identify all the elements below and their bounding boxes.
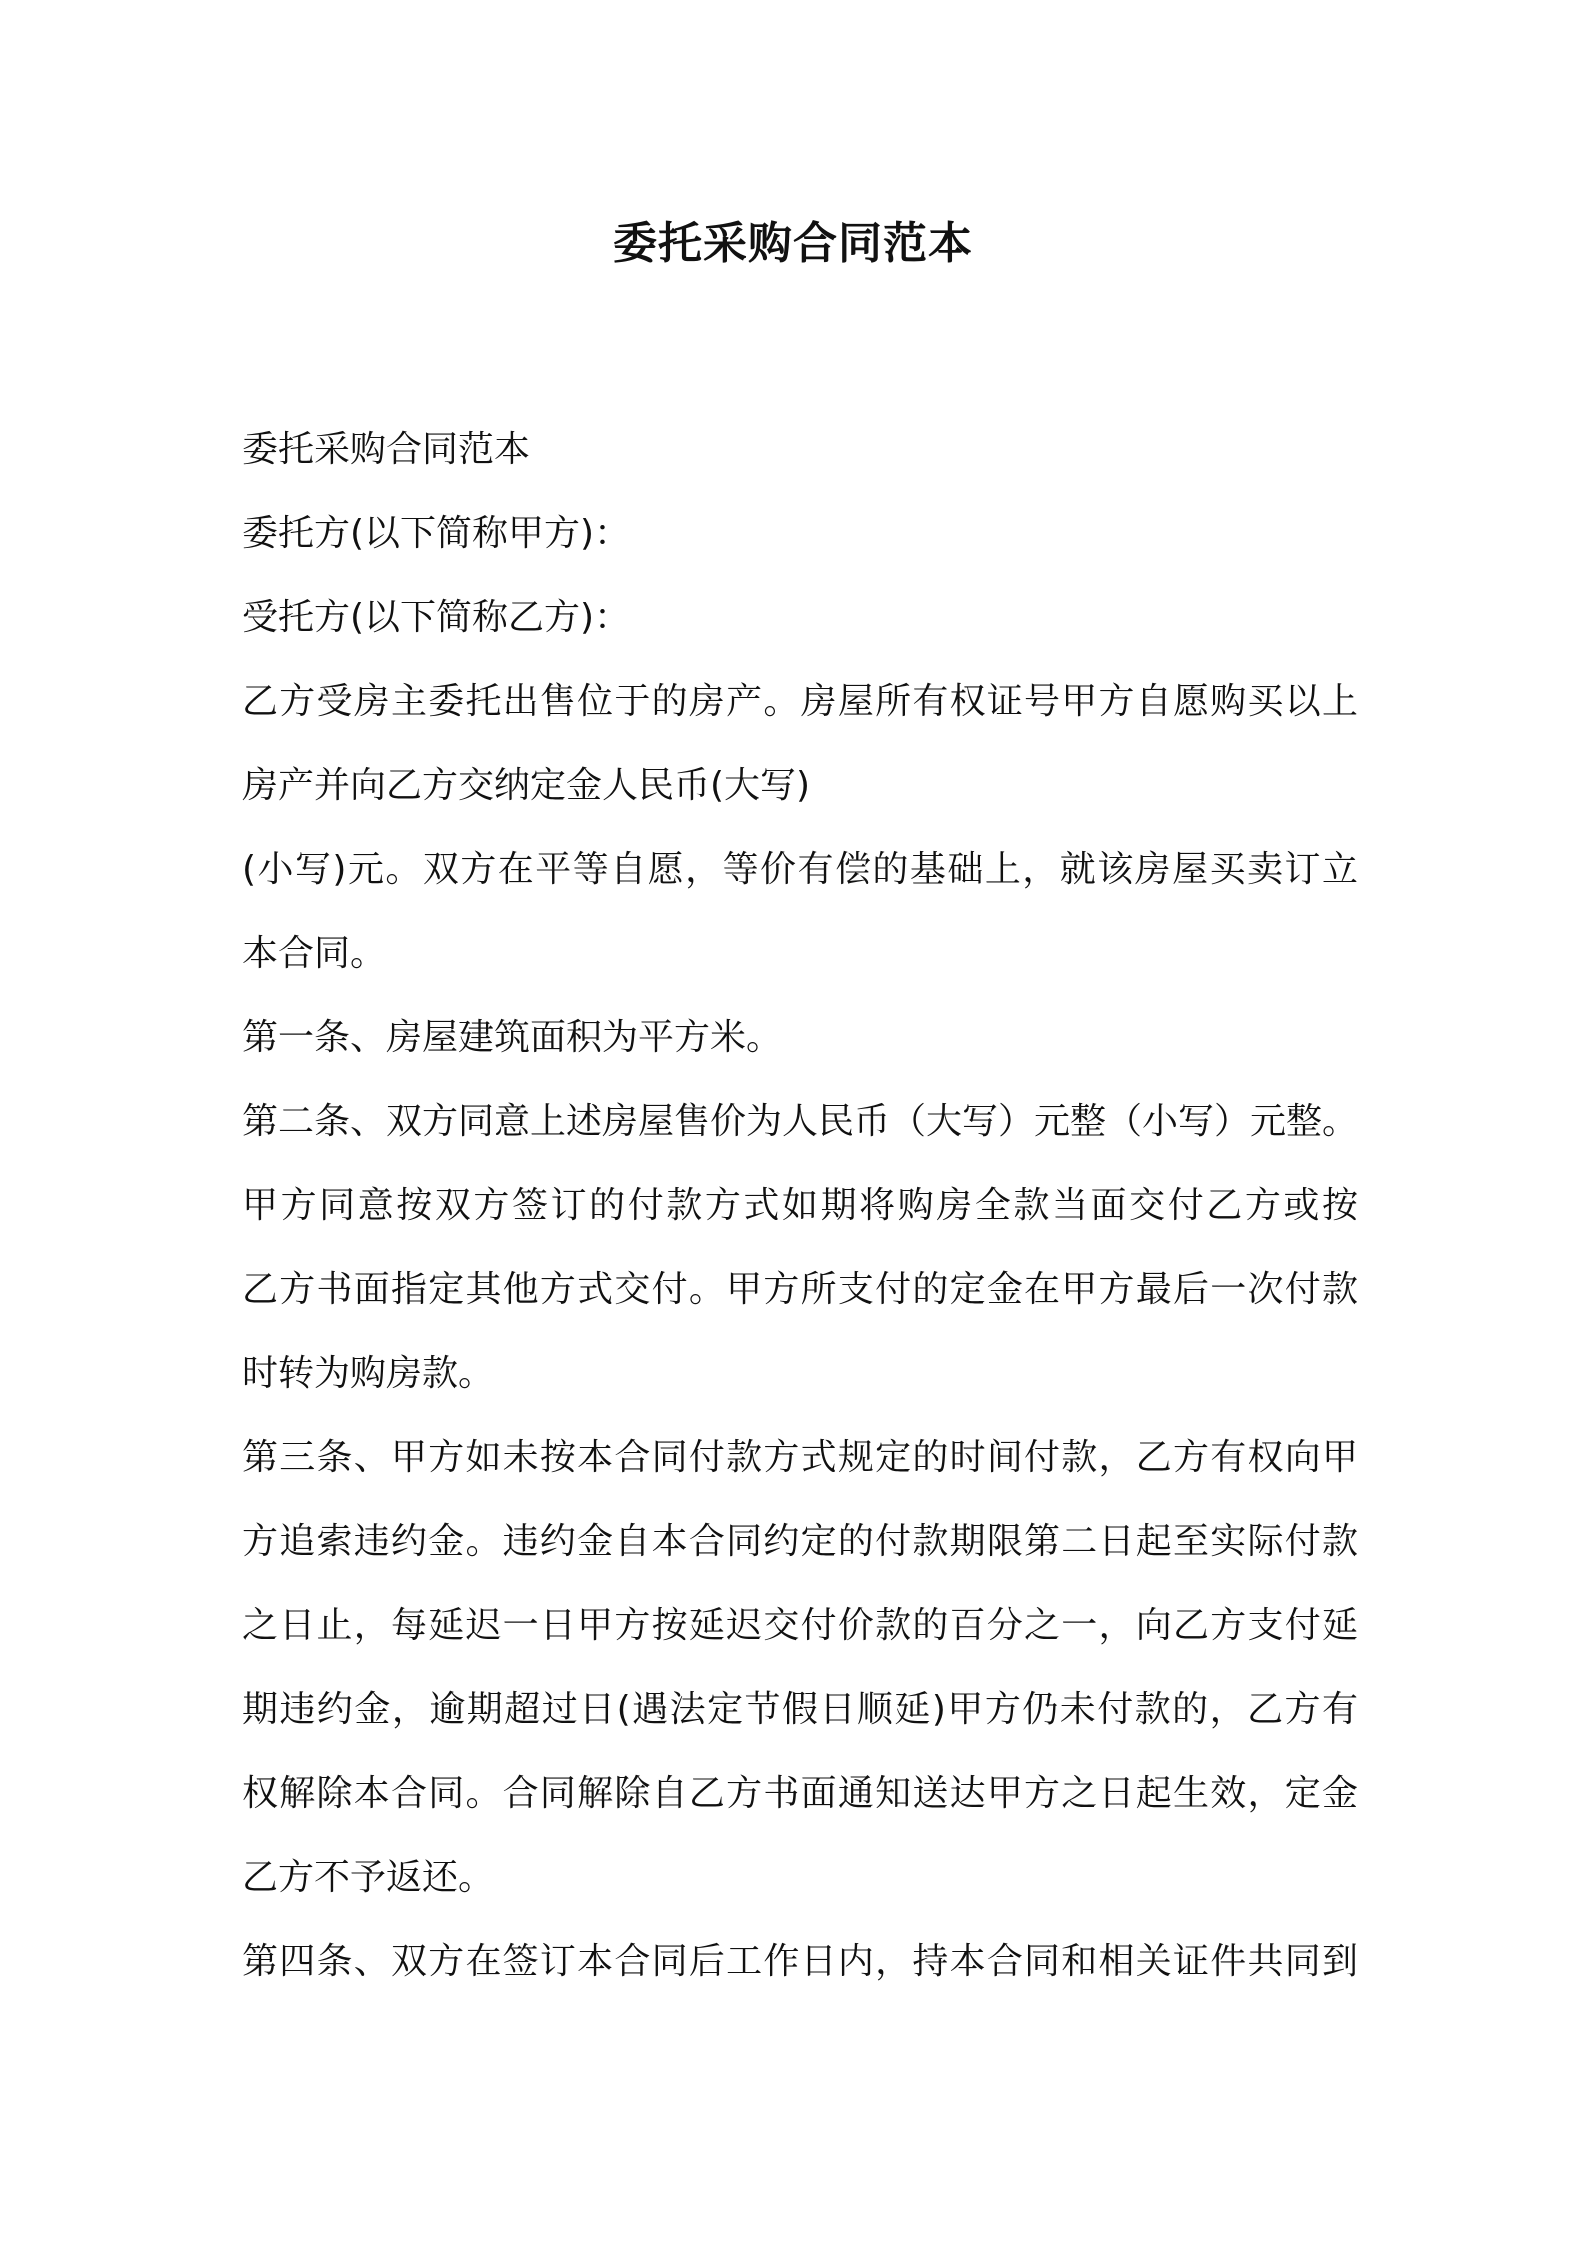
body-line: 第三条、甲方如未按本合同付款方式规定的时间付款，乙方有权向甲: [242, 1437, 1358, 1478]
body-line: 房产并向乙方交纳定金人民币(大写): [242, 765, 811, 806]
body-line: 第四条、双方在签订本合同后工作日内，持本合同和相关证件共同到: [242, 1941, 1358, 1982]
body-line: 受托方(以下简称乙方)：: [242, 597, 631, 638]
body-line: 期违约金，逾期超过日(遇法定节假日顺延)甲方仍未付款的，乙方有: [242, 1689, 1358, 1730]
body-line: 本合同。: [242, 933, 387, 974]
body-line: 方追索违约金。违约金自本合同约定的付款期限第二日起至实际付款: [242, 1521, 1358, 1562]
body-line: 第一条、房屋建筑面积为平方米。: [242, 1017, 783, 1058]
body-line: 之日止，每延迟一日甲方按延迟交付价款的百分之一，向乙方支付延: [242, 1605, 1358, 1646]
body-line: 甲方同意按双方签订的付款方式如期将购房全款当面交付乙方或按: [242, 1185, 1358, 1226]
body-line: 委托采购合同范本: [242, 429, 531, 470]
body-line: 乙方书面指定其他方式交付。甲方所支付的定金在甲方最后一次付款: [242, 1269, 1358, 1310]
body-line: 时转为购房款。: [242, 1353, 495, 1394]
document-body: [242, 408, 1358, 2004]
body-line: 权解除本合同。合同解除自乙方书面通知送达甲方之日起生效，定金: [242, 1773, 1358, 1814]
body-line: 乙方不予返还。: [242, 1857, 495, 1898]
document-title: 委托采购合同范本: [613, 218, 973, 269]
body-line: (小写)元。双方在平等自愿，等价有偿的基础上，就该房屋买卖订立: [242, 849, 1358, 890]
body-line: 乙方受房主委托出售位于的房产。房屋所有权证号甲方自愿购买以上: [242, 681, 1358, 722]
body-line: 第二条、双方同意上述房屋售价为人民币（大写）元整（小写）元整。: [242, 1101, 1358, 1142]
body-line: 委托方(以下简称甲方)：: [242, 513, 631, 554]
